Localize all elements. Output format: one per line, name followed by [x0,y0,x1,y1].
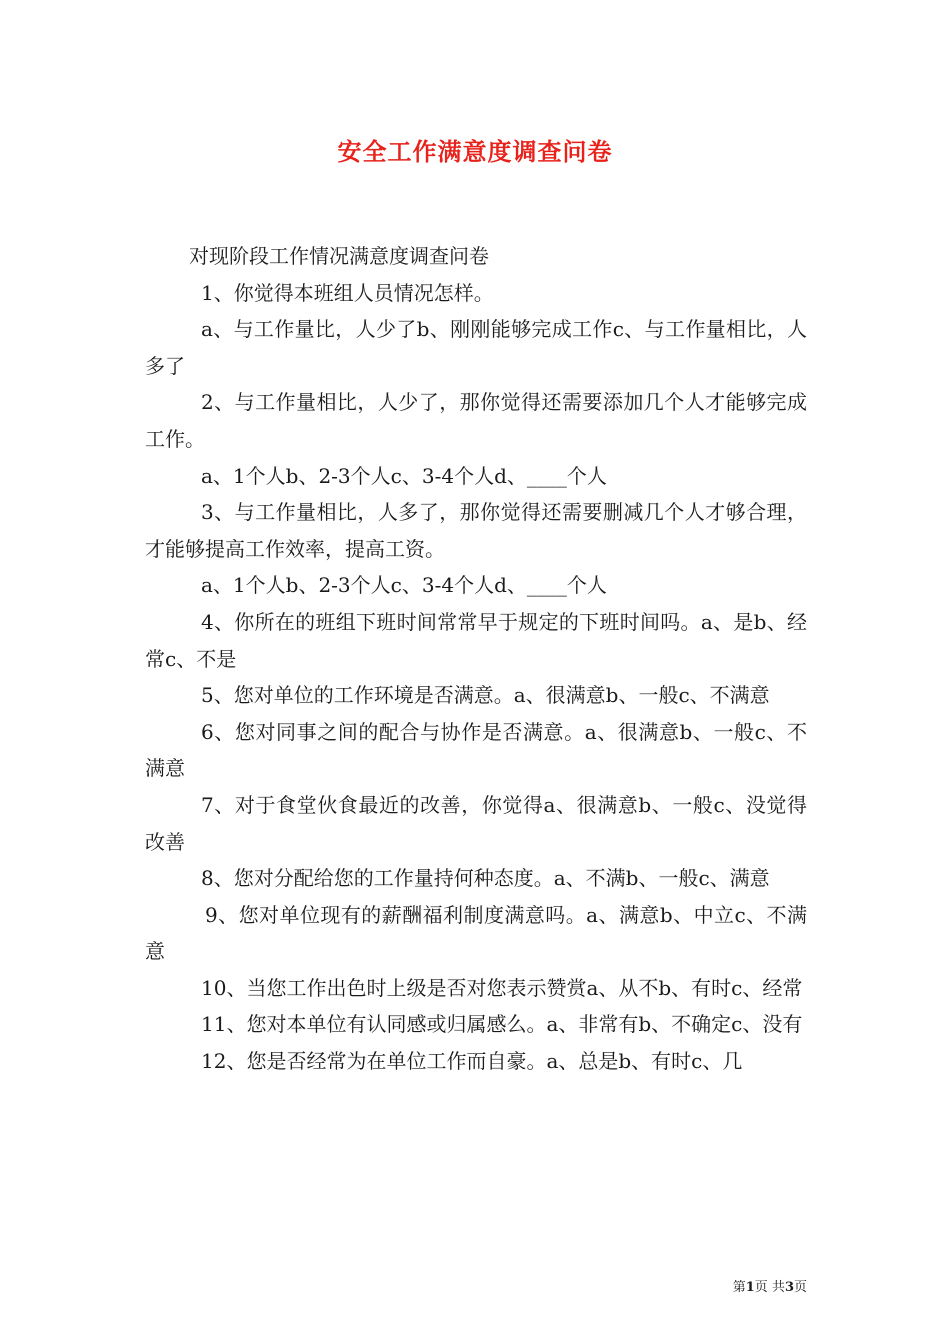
question-7: 7、对于食堂伙食最近的改善，你觉得a、很满意b、一般c、没觉得改善 [145,792,807,854]
question-12: 12、您是否经常为在单位工作而自豪。a、总是b、有时c、几 [201,1049,743,1074]
footer-prefix: 第 [732,1280,746,1295]
question-8: 8、您对分配给您的工作量持何种态度。a、不满b、一般c、满意 [201,866,770,891]
question-3: 3、与工作量相比，人多了，那你觉得还需要删减几个人才够合理，才能够提高工作效率，提高工资。 [145,500,807,561]
question-6: 6、您对同事之间的配合与协作是否满意。a、很满意b、一般c、不满意 [145,719,807,781]
question-3-options: a、1个人b、2-3个人c、3-4个人d、____个人 [201,573,607,598]
footer-page-number: 1 [745,1280,755,1295]
question-9: 9、您对单位现有的薪酬福利制度满意吗。a、满意b、中立c、不满意 [145,902,807,964]
footer-suffix: 页 [793,1280,807,1295]
footer-middle: 页 共 [754,1280,785,1295]
page-footer [733,1276,807,1295]
question-4: 4、你所在的班组下班时间常常早于规定的下班时间吗。a、是b、经常c、不是 [145,609,807,671]
question-2: 2、与工作量相比，人少了，那你觉得还需要添加几个人才能够完成工作。 [145,390,807,451]
document-body [145,238,807,1080]
question-2-options: a、1个人b、2-3个人c、3-4个人d、____个人 [201,463,607,488]
question-11: 11、您对本单位有认同感或归属感么。a、非常有b、不确定c、没有 [201,1012,803,1037]
survey-subtitle: 对现阶段工作情况满意度调查问卷 [189,244,489,268]
question-1: 1、你觉得本班组人员情况怎样。 [201,280,494,305]
question-10: 10、当您工作出色时上级是否对您表示赞赏a、从不b、有时c、经常 [201,975,803,1000]
question-1-options: a、与工作量比，人少了b、刚刚能够完成工作c、与工作量相比，人多了 [145,317,807,378]
question-5: 5、您对单位的工作环境是否满意。a、很满意b、一般c、不满意 [201,683,770,708]
document-title: 安全工作满意度调查问卷 [337,137,613,166]
footer-total-pages: 3 [784,1280,794,1295]
